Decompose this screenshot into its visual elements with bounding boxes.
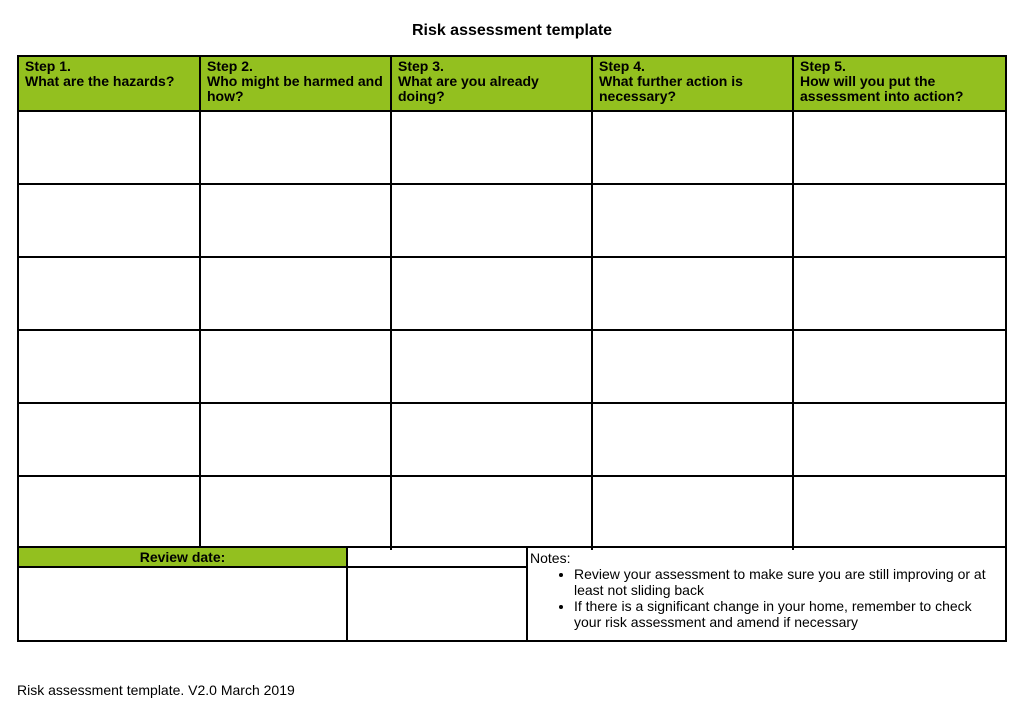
step-label: Step 2. [207,58,253,74]
notes-item: • Review your assessment to make sure you are still improving or at least not sliding back [574,566,1000,598]
column-header-step-4 [593,57,794,112]
table-cell[interactable] [392,404,593,477]
table-cell[interactable] [201,258,392,331]
step-label: Step 4. [599,58,645,74]
table-cell[interactable] [19,258,201,331]
column-header-step-5 [794,57,1005,112]
review-section [17,546,1007,642]
document-footer: Risk assessment template. V2.0 March 2019 [17,682,295,698]
table-cell[interactable] [593,404,794,477]
table-cell[interactable] [201,331,392,404]
table-cell[interactable] [593,112,794,185]
table-cell[interactable] [19,185,201,258]
column-header-step-1 [19,57,201,112]
step-question: Who might be harmed and how? [207,73,383,104]
table-cell[interactable] [19,404,201,477]
review-date-cell[interactable] [348,568,528,640]
table-cell[interactable] [593,258,794,331]
notes-label: Notes: [530,550,571,566]
table-cell[interactable] [392,185,593,258]
table-cell[interactable] [392,258,593,331]
document-title: Risk assessment template [411,22,613,39]
notes-item: • If there is a significant change in your home, remember to check your risk assessment and amend if necessary [574,598,1000,630]
review-date-field[interactable] [348,548,528,568]
step-question: What further action is necessary? [599,73,743,104]
table-cell[interactable] [19,477,201,550]
step-question: How will you put the assessment into action? [800,73,964,104]
table-cell[interactable] [794,477,1005,550]
step-label: Step 5. [800,58,846,74]
table-cell[interactable] [19,331,201,404]
table-cell[interactable] [392,112,593,185]
review-date-label: Review date: [19,548,348,568]
table-cell[interactable] [201,112,392,185]
table-cell[interactable] [794,258,1005,331]
table-cell[interactable] [794,112,1005,185]
table-cell[interactable] [794,331,1005,404]
column-header-step-3 [392,57,593,112]
table-cell[interactable] [201,404,392,477]
table-cell[interactable] [794,185,1005,258]
step-label: Step 1. [25,58,71,74]
column-header-step-2 [201,57,392,112]
table-cell[interactable] [392,331,593,404]
table-cell[interactable] [794,404,1005,477]
notes-box [530,550,1000,630]
step-question: What are the hazards? [25,73,175,89]
table-cell[interactable] [593,185,794,258]
table-cell[interactable] [201,477,392,550]
review-notes-cell[interactable] [19,568,348,640]
step-label: Step 3. [398,58,444,74]
notes-list [530,566,1000,630]
table-cell[interactable] [593,331,794,404]
step-question: What are you already doing? [398,73,539,104]
risk-table [17,55,1007,548]
table-cell[interactable] [201,185,392,258]
table-cell[interactable] [593,477,794,550]
table-cell[interactable] [19,112,201,185]
table-cell[interactable] [392,477,593,550]
